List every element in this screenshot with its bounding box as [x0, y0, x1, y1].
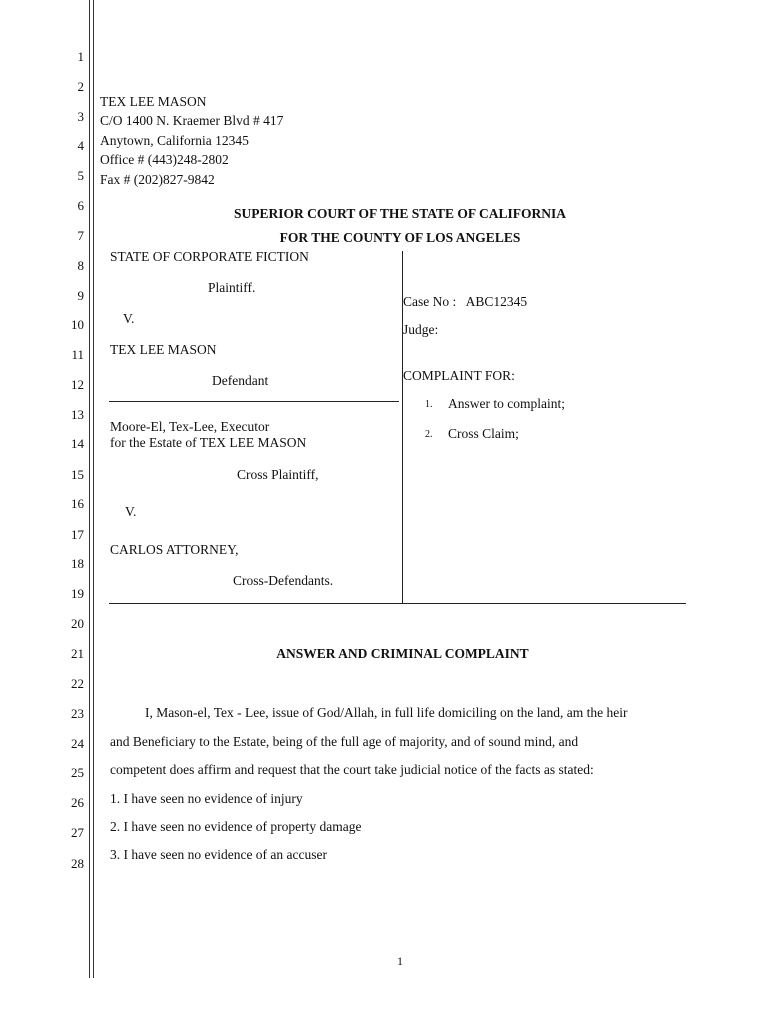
cross-plaintiff-label: Cross Plaintiff, — [237, 467, 319, 482]
complaint-item: Cross Claim; — [448, 426, 519, 441]
cross-plaintiff-line2: for the Estate of TEX LEE MASON — [110, 435, 307, 450]
left-margin-rule-2 — [93, 0, 94, 978]
line-number: 2 — [77, 79, 84, 94]
party-address-line2: Anytown, California 12345 — [100, 133, 249, 148]
complaint-item-number: 1. — [425, 399, 433, 410]
document-title: ANSWER AND CRIMINAL COMPLAINT — [276, 646, 529, 661]
line-number: 11 — [71, 347, 84, 362]
line-number: 26 — [71, 795, 84, 810]
line-number: 16 — [71, 496, 84, 511]
line-number: 17 — [71, 527, 84, 542]
body-paragraph-line: competent does affirm and request that the court take judicial notice of the facts as stated: — [110, 762, 594, 777]
body-paragraph-line: and Beneficiary to the Estate, being of the full age of majority, and of sound mind, and — [110, 734, 579, 749]
party-fax: Fax # (202)827-9842 — [100, 172, 215, 187]
party-office-phone: Office # (443)248-2802 — [100, 152, 229, 167]
plaintiff-label: Plaintiff. — [208, 280, 256, 295]
complaint-item-number: 2. — [425, 429, 433, 440]
party-name: TEX LEE MASON — [100, 94, 207, 109]
line-number: 8 — [77, 258, 84, 273]
line-number: 13 — [71, 407, 84, 422]
case-number: Case No : ABC12345 — [403, 294, 528, 309]
defendant-name: TEX LEE MASON — [110, 342, 217, 357]
cross-defendant-label: Cross-Defendants. — [233, 573, 334, 588]
line-number: 10 — [71, 317, 84, 332]
judge-label: Judge: — [403, 322, 439, 337]
line-number: 5 — [77, 168, 84, 183]
line-number: 21 — [71, 646, 84, 661]
list-item: 1. I have seen no evidence of injury — [110, 791, 303, 806]
line-number: 28 — [71, 856, 84, 871]
cross-defendant-name: CARLOS ATTORNEY, — [110, 542, 239, 557]
line-number: 15 — [71, 467, 84, 482]
line-number: 6 — [77, 198, 84, 213]
plaintiff-name: STATE OF CORPORATE FICTION — [110, 249, 309, 264]
line-number: 7 — [77, 228, 84, 243]
line-number: 3 — [77, 109, 84, 124]
line-number: 20 — [71, 616, 84, 631]
cross-plaintiff-line1: Moore-El, Tex-Lee, Executor — [110, 419, 270, 434]
line-number: 9 — [77, 288, 84, 303]
body-paragraph-line: I, Mason-el, Tex - Lee, issue of God/Allah, in full life domiciling on the land, am the heir — [145, 705, 628, 720]
court-title-line2: FOR THE COUNTY OF LOS ANGELES — [279, 230, 521, 245]
line-number: 24 — [71, 736, 84, 751]
line-number: 27 — [71, 825, 84, 840]
line-number: 1 — [77, 49, 84, 64]
line-number: 23 — [71, 706, 84, 721]
versus-label: V. — [123, 311, 135, 326]
caption-divider-bottom — [109, 603, 686, 604]
line-number: 22 — [71, 676, 84, 691]
line-number: 14 — [71, 436, 84, 451]
list-item: 3. I have seen no evidence of an accuser — [110, 847, 328, 862]
line-number: 12 — [71, 377, 84, 392]
complaint-for-label: COMPLAINT FOR: — [403, 368, 515, 383]
line-number: 19 — [71, 586, 84, 601]
line-number: 25 — [71, 765, 84, 780]
page-number: 1 — [397, 954, 403, 968]
defendant-label: Defendant — [212, 373, 269, 388]
line-number: 4 — [77, 138, 84, 153]
list-item: 2. I have seen no evidence of property damage — [110, 819, 362, 834]
line-number: 18 — [71, 556, 84, 571]
versus-label: V. — [125, 504, 137, 519]
left-margin-rule-1 — [89, 0, 90, 978]
caption-divider-mid — [109, 401, 399, 402]
party-address-line1: C/O 1400 N. Kraemer Blvd # 417 — [100, 113, 284, 128]
complaint-item: Answer to complaint; — [448, 396, 565, 411]
court-title-line1: SUPERIOR COURT OF THE STATE OF CALIFORNIA — [233, 206, 567, 221]
